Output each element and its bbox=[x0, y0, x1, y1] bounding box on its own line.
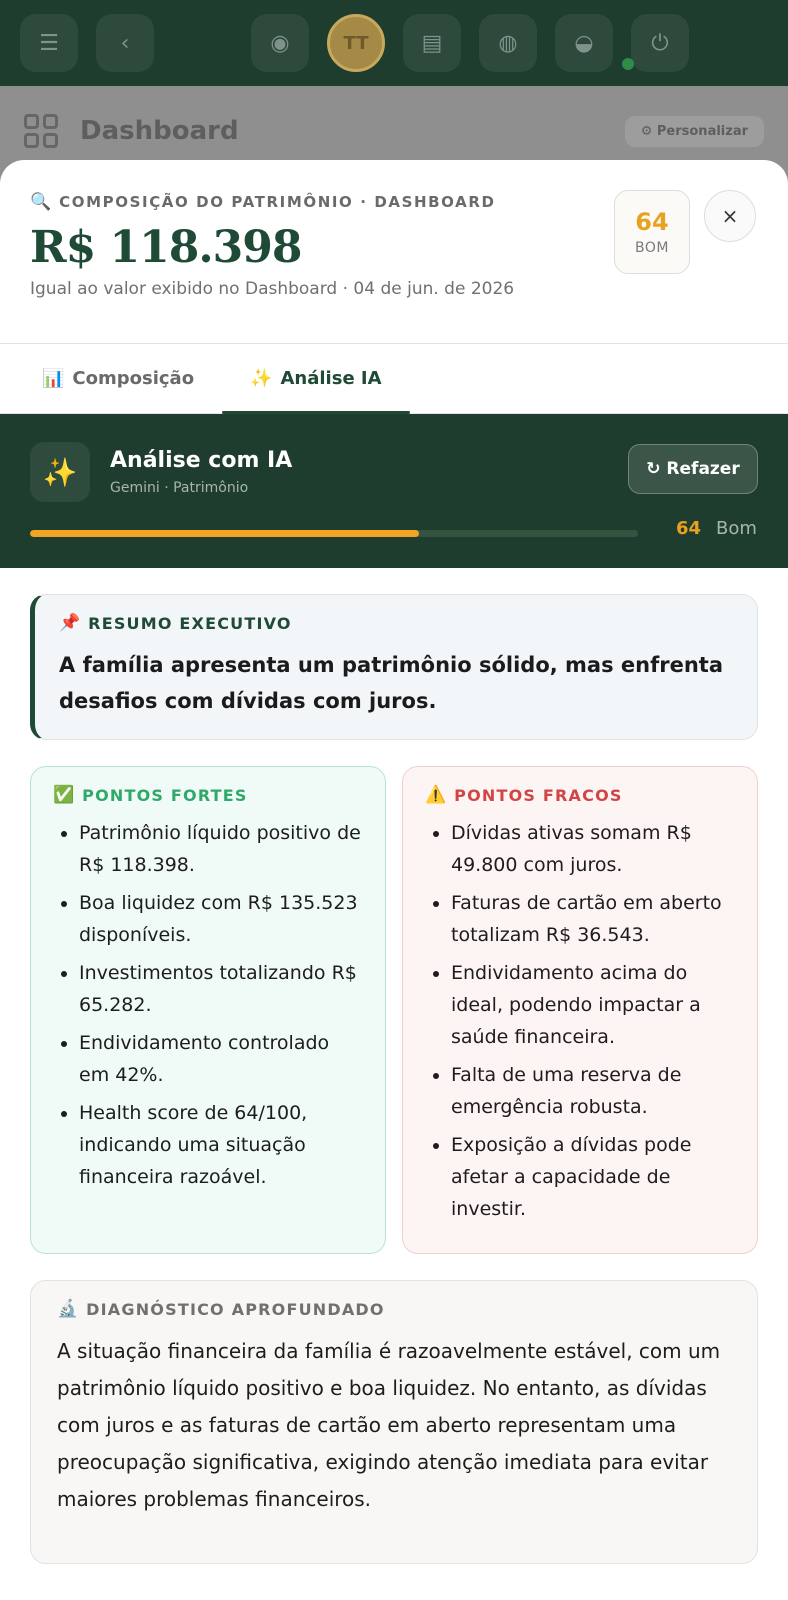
power-icon[interactable]: ⏻ bbox=[631, 14, 689, 72]
menu-icon[interactable]: ☰ bbox=[20, 14, 78, 72]
resumo-executivo-card bbox=[30, 594, 758, 740]
list-item: • Falta de uma reserva de emergência robusta. bbox=[451, 1059, 737, 1123]
list-item: • Endividamento controlado em 42%. bbox=[79, 1027, 365, 1091]
fortes-label: PONTOS FORTES bbox=[82, 785, 248, 805]
ai-title: Análise com IA bbox=[110, 448, 293, 473]
resumo-label: RESUMO EXECUTIVO bbox=[88, 613, 292, 633]
background-page-title: Dashboard bbox=[80, 116, 239, 146]
health-score-bar bbox=[30, 530, 638, 537]
modal-eyebrow-label: COMPOSIÇÃO DO PATRIMÔNIO · DASHBOARD bbox=[59, 193, 496, 211]
ai-score-value: 64 bbox=[676, 518, 702, 539]
tab-analise-ia[interactable] bbox=[222, 344, 409, 413]
fracos-list bbox=[425, 817, 737, 1225]
analysis-content bbox=[0, 568, 788, 1564]
diagnostico-text: A situação financeira da família é razoavelmente estável, com um patrimônio líquido positivo e boa liquidez. No entanto, as dívidas com juros e as faturas de cartão em aberto representam uma preocupação significativa, exigindo atenção imediata para evitar maiores problemas financeiros. bbox=[57, 1339, 721, 1511]
health-score-label: BOM bbox=[635, 240, 669, 256]
back-chevron-icon[interactable]: ‹ bbox=[96, 14, 154, 72]
resumo-header bbox=[59, 613, 733, 633]
check-mark-icon: ✅ bbox=[53, 785, 75, 805]
diagnostico-card bbox=[30, 1280, 758, 1564]
list-item: • Endividamento acima do ideal, podendo impactar a saúde financeira. bbox=[451, 957, 737, 1053]
bar-chart-icon: 📊 bbox=[42, 368, 65, 389]
ai-subtitle: Gemini · Patrimônio bbox=[110, 480, 249, 496]
tab-composicao[interactable] bbox=[14, 344, 222, 413]
health-score-bar-fill bbox=[30, 530, 419, 537]
eye-icon[interactable]: ◉ bbox=[251, 14, 309, 72]
robot-icon[interactable]: ◒ bbox=[555, 14, 613, 72]
ai-analysis-banner bbox=[0, 414, 788, 568]
patrimonio-modal bbox=[0, 160, 788, 1600]
list-item: • Faturas de cartão em aberto totalizam R$ 36.543. bbox=[451, 887, 737, 951]
list-item: • Dívidas ativas somam R$ 49.800 com juros. bbox=[451, 817, 737, 881]
tab-composicao-label: Composição bbox=[72, 368, 195, 389]
list-item: • Health score de 64/100, indicando uma situação financeira razoável. bbox=[79, 1097, 365, 1193]
modal-header bbox=[0, 160, 788, 344]
ai-score-label: Bom bbox=[716, 518, 757, 539]
tab-analise-ia-label: Análise IA bbox=[280, 368, 382, 389]
diagnostico-header bbox=[57, 1299, 731, 1319]
fracos-label: PONTOS FRACOS bbox=[454, 785, 623, 805]
close-button[interactable]: × bbox=[704, 190, 756, 242]
patrimonio-amount: R$ 118.398 bbox=[30, 222, 302, 273]
personalize-button[interactable]: ⚙ Personalizar bbox=[625, 116, 764, 147]
magnifier-icon: 🔍 bbox=[30, 192, 52, 212]
fracos-header bbox=[425, 785, 737, 805]
modal-tabs bbox=[0, 344, 788, 414]
redo-button[interactable]: ↻ Refazer bbox=[628, 444, 758, 494]
online-status-dot bbox=[622, 58, 634, 70]
list-item: • Patrimônio líquido positivo de R$ 118.398. bbox=[79, 817, 365, 881]
pontos-columns bbox=[30, 766, 758, 1254]
document-icon[interactable]: ▤ bbox=[403, 14, 461, 72]
diagnostico-label: DIAGNÓSTICO APROFUNDADO bbox=[86, 1299, 385, 1319]
brand-logo[interactable]: TT bbox=[327, 14, 385, 72]
list-item: • Exposição a dívidas pode afetar a capacidade de investir. bbox=[451, 1129, 737, 1225]
health-score-badge bbox=[614, 190, 690, 274]
sparkles-icon: ✨ bbox=[250, 368, 273, 389]
health-score-value: 64 bbox=[635, 208, 669, 236]
pushpin-icon: 📌 bbox=[59, 613, 81, 633]
list-item: • Investimentos totalizando R$ 65.282. bbox=[79, 957, 365, 1021]
list-item: • Boa liquidez com R$ 135.523 disponíveis. bbox=[79, 887, 365, 951]
globe-icon[interactable]: ◍ bbox=[479, 14, 537, 72]
pontos-fortes-card bbox=[30, 766, 386, 1254]
background-topbar bbox=[0, 0, 788, 86]
ai-sparkles-icon: ✨ bbox=[30, 442, 90, 502]
fortes-header bbox=[53, 785, 365, 805]
warning-icon: ⚠️ bbox=[425, 785, 447, 805]
resumo-text: A família apresenta um patrimônio sólido, mas enfrenta desafios com dívidas com juros. bbox=[59, 653, 724, 713]
fortes-list bbox=[53, 817, 365, 1193]
pontos-fracos-card bbox=[402, 766, 758, 1254]
dashboard-grid-icon bbox=[24, 114, 58, 148]
microscope-icon: 🔬 bbox=[57, 1299, 79, 1319]
amount-subline: Igual ao valor exibido no Dashboard · 04 de jun. de 2026 bbox=[30, 279, 515, 299]
